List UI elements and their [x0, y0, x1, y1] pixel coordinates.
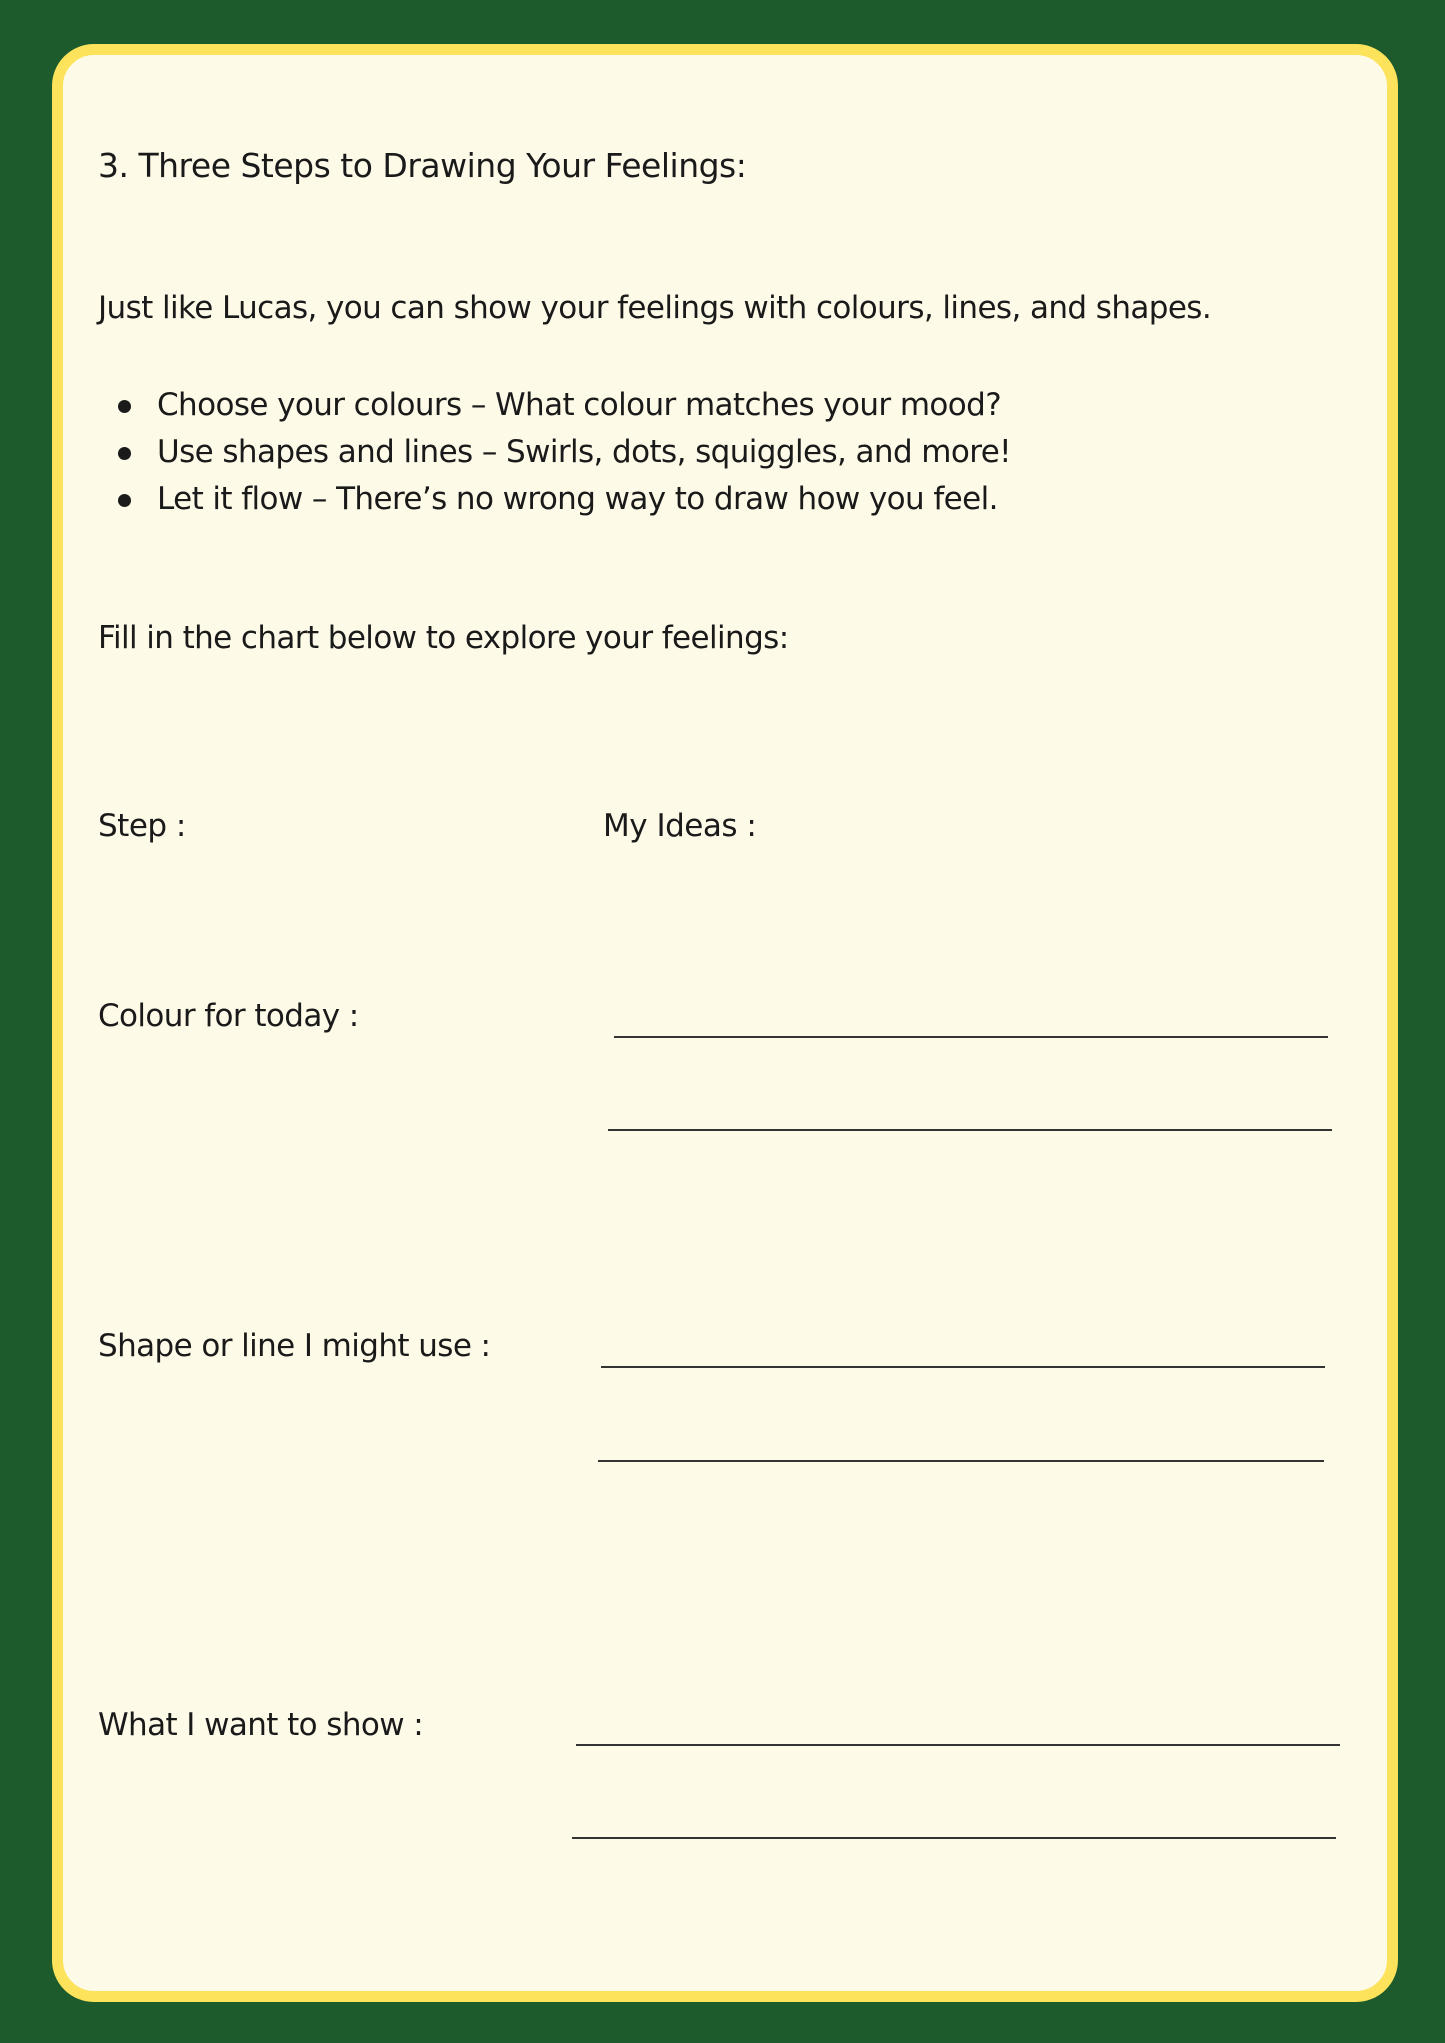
bullet-icon	[118, 447, 131, 460]
list-item	[118, 429, 1011, 476]
answer-line-shape-1[interactable]	[601, 1366, 1325, 1368]
row-label-colour: Colour for today :	[98, 998, 359, 1034]
answer-line-show-1[interactable]	[576, 1744, 1340, 1746]
answer-line-shape-2[interactable]	[598, 1460, 1324, 1462]
intro-text: Just like Lucas, you can show your feelings with colours, lines, and shapes.	[98, 290, 1212, 326]
step-text: Choose your colours – What colour matches your mood?	[157, 387, 1002, 423]
chart-prompt: Fill in the chart below to explore your feelings:	[98, 620, 789, 656]
step-column-header: Step :	[98, 808, 186, 844]
answer-line-show-2[interactable]	[572, 1837, 1336, 1839]
ideas-column-header: My Ideas :	[603, 808, 757, 844]
row-label-show: What I want to show :	[98, 1707, 424, 1743]
list-item	[118, 476, 1011, 523]
answer-line-colour-2[interactable]	[608, 1129, 1332, 1131]
bullet-icon	[118, 494, 131, 507]
step-text: Let it flow – There’s no wrong way to draw how you feel.	[157, 481, 998, 517]
list-item	[118, 382, 1011, 429]
section-heading: 3. Three Steps to Drawing Your Feelings:	[98, 146, 747, 185]
bullet-icon	[118, 400, 131, 413]
answer-line-colour-1[interactable]	[614, 1036, 1328, 1038]
step-text: Use shapes and lines – Swirls, dots, squiggles, and more!	[157, 434, 1012, 470]
row-label-shape: Shape or line I might use :	[98, 1328, 491, 1364]
steps-list	[118, 382, 1011, 523]
